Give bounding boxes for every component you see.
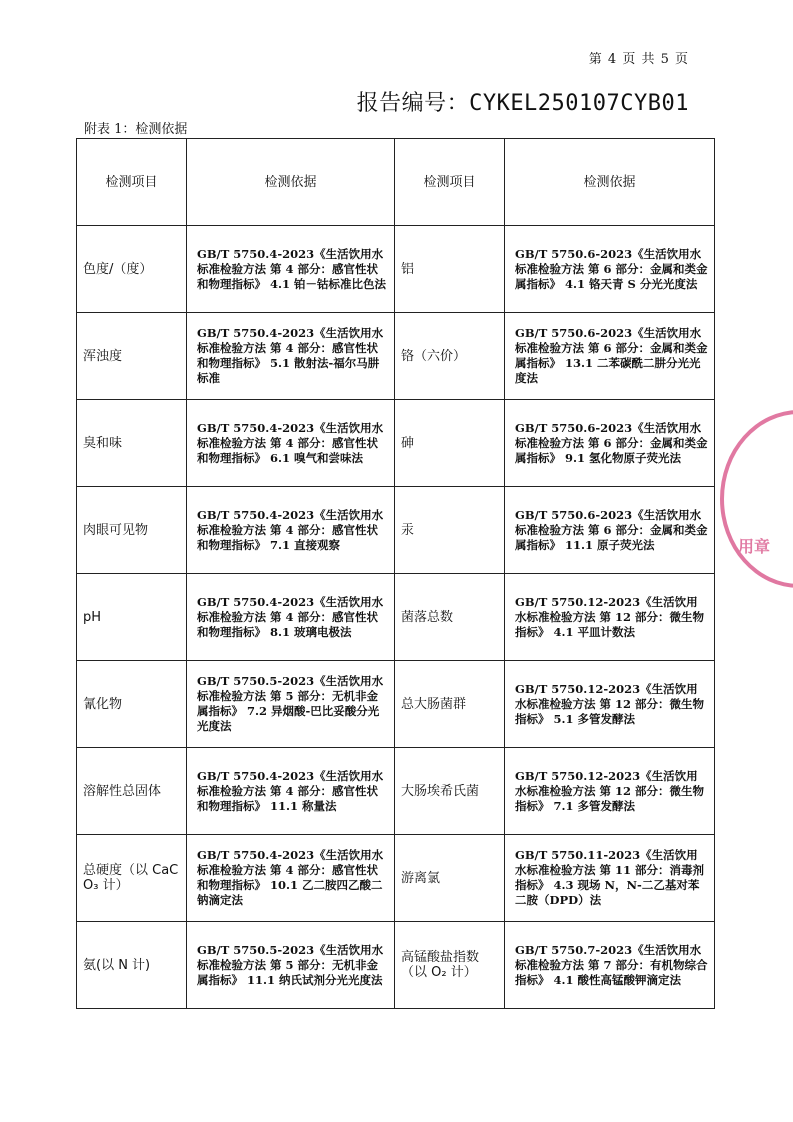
- table-row: [77, 661, 715, 748]
- basis-table: [76, 138, 715, 1009]
- test-basis: GB/T 5750.6-2023《生活饮用水标准检验方法 第 6 部分：金属和类金属指标》 4.1 铬天青 S 分光光度法: [505, 226, 715, 313]
- test-basis: GB/T 5750.12-2023《生活饮用水标准检验方法 第 12 部分：微生物指标》 7.1 多管发酵法: [505, 748, 715, 835]
- test-item: 溶解性总固体: [77, 748, 187, 835]
- test-item: 铬（六价）: [395, 313, 505, 400]
- test-basis: GB/T 5750.5-2023《生活饮用水标准检验方法 第 5 部分：无机非金属指标》 11.1 纳氏试剂分光光度法: [187, 922, 395, 1009]
- test-basis: GB/T 5750.5-2023《生活饮用水标准检验方法 第 5 部分：无机非金属指标》 7.2 异烟酸-巴比妥酸分光光度法: [187, 661, 395, 748]
- test-basis: GB/T 5750.7-2023《生活饮用水标准检验方法 第 7 部分：有机物综合指标》 4.1 酸性高锰酸钾滴定法: [505, 922, 715, 1009]
- test-item: 氰化物: [77, 661, 187, 748]
- table-row: [77, 748, 715, 835]
- test-item: 汞: [395, 487, 505, 574]
- test-item: 氨(以 N 计): [77, 922, 187, 1009]
- test-item: 游离氯: [395, 835, 505, 922]
- column-header: 检测项目: [77, 139, 187, 226]
- test-item: 总硬度（以 CaCO₃ 计）: [77, 835, 187, 922]
- test-basis: GB/T 5750.4-2023《生活饮用水标准检验方法 第 4 部分：感官性状和物理指标》 7.1 直接观察: [187, 487, 395, 574]
- test-item: 大肠埃希氏菌: [395, 748, 505, 835]
- test-basis: GB/T 5750.6-2023《生活饮用水标准检验方法 第 6 部分：金属和类金属指标》 11.1 原子荧光法: [505, 487, 715, 574]
- column-header: 检测依据: [505, 139, 715, 226]
- annex-title: 附表 1：检测依据: [84, 122, 188, 137]
- test-item: 浑浊度: [77, 313, 187, 400]
- test-basis: GB/T 5750.12-2023《生活饮用水标准检验方法 第 12 部分：微生物指标》 4.1 平皿计数法: [505, 574, 715, 661]
- test-item: 高锰酸盐指数（以 O₂ 计）: [395, 922, 505, 1009]
- test-basis: GB/T 5750.4-2023《生活饮用水标准检验方法 第 4 部分：感官性状和物理指标》 4.1 铂－钴标准比色法: [187, 226, 395, 313]
- report-number-value: CYKEL250107CYB01: [469, 91, 689, 116]
- test-basis: GB/T 5750.4-2023《生活饮用水标准检验方法 第 4 部分：感官性状和物理指标》 10.1 乙二胺四乙酸二钠滴定法: [187, 835, 395, 922]
- table-header: [77, 139, 715, 226]
- test-item: pH: [77, 574, 187, 661]
- test-item: 砷: [395, 400, 505, 487]
- table-row: [77, 487, 715, 574]
- test-basis: GB/T 5750.4-2023《生活饮用水标准检验方法 第 4 部分：感官性状和物理指标》 11.1 称量法: [187, 748, 395, 835]
- table-row: [77, 226, 715, 313]
- report-number-label: 报告编号：: [356, 91, 470, 116]
- test-basis: GB/T 5750.11-2023《生活饮用水标准检验方法 第 11 部分：消毒剂指标》 4.3 现场 N，N-二乙基对苯二胺（DPD）法: [505, 835, 715, 922]
- test-basis: GB/T 5750.6-2023《生活饮用水标准检验方法 第 6 部分：金属和类金属指标》 13.1 二苯碳酰二肼分光光度法: [505, 313, 715, 400]
- test-item: 臭和味: [77, 400, 187, 487]
- test-item: 肉眼可见物: [77, 487, 187, 574]
- table-row: [77, 922, 715, 1009]
- table-row: [77, 400, 715, 487]
- test-item: 菌落总数: [395, 574, 505, 661]
- test-basis: GB/T 5750.4-2023《生活饮用水标准检验方法 第 4 部分：感官性状和物理指标》 5.1 散射法-福尔马肼标准: [187, 313, 395, 400]
- seal-text: 用章: [738, 537, 771, 556]
- test-basis: GB/T 5750.4-2023《生活饮用水标准检验方法 第 4 部分：感官性状和物理指标》 6.1 嗅气和尝味法: [187, 400, 395, 487]
- column-header: 检测项目: [395, 139, 505, 226]
- official-seal: [720, 410, 793, 588]
- table-row: [77, 835, 715, 922]
- table-row: [77, 313, 715, 400]
- table-row: [77, 574, 715, 661]
- column-header: 检测依据: [187, 139, 395, 226]
- report-number: [357, 86, 689, 117]
- page-number: 第 4 页 共 5 页: [588, 52, 689, 67]
- test-item: 总大肠菌群: [395, 661, 505, 748]
- test-basis: GB/T 5750.12-2023《生活饮用水标准检验方法 第 12 部分：微生物指标》 5.1 多管发酵法: [505, 661, 715, 748]
- test-basis: GB/T 5750.4-2023《生活饮用水标准检验方法 第 4 部分：感官性状和物理指标》 8.1 玻璃电极法: [187, 574, 395, 661]
- test-item: 色度/（度）: [77, 226, 187, 313]
- test-basis: GB/T 5750.6-2023《生活饮用水标准检验方法 第 6 部分：金属和类金属指标》 9.1 氢化物原子荧光法: [505, 400, 715, 487]
- test-item: 铝: [395, 226, 505, 313]
